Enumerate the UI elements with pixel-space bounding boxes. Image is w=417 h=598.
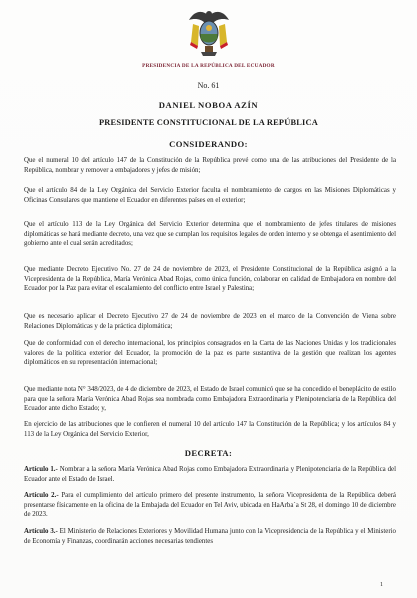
consideration-paragraph: Que mediante Decreto Ejecutivo No. 27 de 24 de noviembre de 2023, el Presidente Constitucional de la República asignó a la Vicepresidenta de la República, María Verónica Abad Rojas, como única función, colaborar en calidad de Embajadora en nombre del Ecuador por la Paz para evitar el escalamiento del conflicto entre Israel y Palestina; [24,266,396,293]
article-label: Artículo 2.- [24,492,59,499]
considering-heading: CONSIDERANDO: [169,139,248,149]
president-name: DANIEL NOBOA AZÍN [158,100,259,110]
article-text: El Ministerio de Relaciones Exteriores y Movilidad Humana junto con la Vicepresidencia de la República y el Ministerio de Economía y Finanzas, coordinarán acciones necesarias tendientes [24,528,396,545]
presidency-heading: PRESIDENCIA DE LA REPÚBLICA DEL ECUADOR [142,63,275,69]
consideration-paragraph: Que el numeral 10 del artículo 147 de la Constitución de la República prevé como una de las atribuciones del Presidente de la República, nombrar y remover a embajadores y jefes de misión; [24,157,396,174]
decree-heading: DECRETA: [184,448,233,458]
consideration-paragraph: Que el artículo 113 de la Ley Orgánica del Servicio Exterior determina que el nombramiento de jefes titulares de misiones diplomáticas se hará mediante decreto, una vez que se cumplan los requisitos legales de orden interno y se obtenga el asentimiento del gobierno ante el cual serán acreditados; [24,221,396,248]
article-text: Nombrar a la señora María Verónica Abad Rojas como Embajadora Extraordinaria y Plenipotenciaria de la República del Ecuador ante el Estado de Israel. [24,466,396,483]
consideration-paragraph: Que el artículo 84 de la Ley Orgánica del Servicio Exterior faculta el nombramiento de cargos en las Misiones Diplomáticas y Oficinas Consulares que mantiene el Ecuador en diferentes países en el exterior; [24,187,396,204]
page-number: 1 [380,582,383,588]
article-label: Artículo 1.- [24,466,58,473]
consideration-paragraph: Que de conformidad con el derecho internacional, los principios consagrados en la Carta de las Naciones Unidas y los tradicionales valores de la política exterior del Ecuador, la promoción de la paz es parte sustantiva de la gestión que realizan los agentes diplomáticos en su representación internacional; [24,340,396,367]
president-title: PRESIDENTE CONSTITUCIONAL DE LA REPÚBLICA [98,118,319,127]
consideration-paragraph: Que es necesario aplicar el Decreto Ejecutivo 27 de 24 de noviembre de 2023 en el marco de la Convención de Viena sobre Relaciones Diplomáticas y de la práctica diplomática; [24,313,396,330]
consideration-paragraph: Que mediante nota N° 348/2023, de 4 de diciembre de 2023, el Estado de Israel comunicó que se ha concedido el beneplácito de estilo para que la señora María Verónica Abad Rojas sea nombrada como Embajadora Extraordinaria y Plenipotenciaria de la República del Ecuador ante dicho Estado; y, [24,386,396,413]
article-label: Artículo 3.- [24,528,58,535]
coat-of-arms-icon [185,2,233,58]
article-paragraph [24,491,396,520]
decree-number: No. 61 [197,81,220,90]
article-text: Para el cumplimiento del artículo primero del presente instrumento, la señora Vicepresidenta de la República deberá presentarse físicamente en la oficina de la Embajada del Ecuador en Tel Aviv, ubicada en HaArba´a St 28, el domingo 10 de diciembre de 2023. [24,492,396,519]
article-paragraph [24,527,396,546]
consideration-paragraph: En ejercicio de las atribuciones que le confieren el numeral 10 del artículo 147 la Constitución de la República; y los artículos 84 y 113 de la Ley Orgánica del Servicio Exterior, [24,421,396,438]
article-paragraph [24,465,396,484]
